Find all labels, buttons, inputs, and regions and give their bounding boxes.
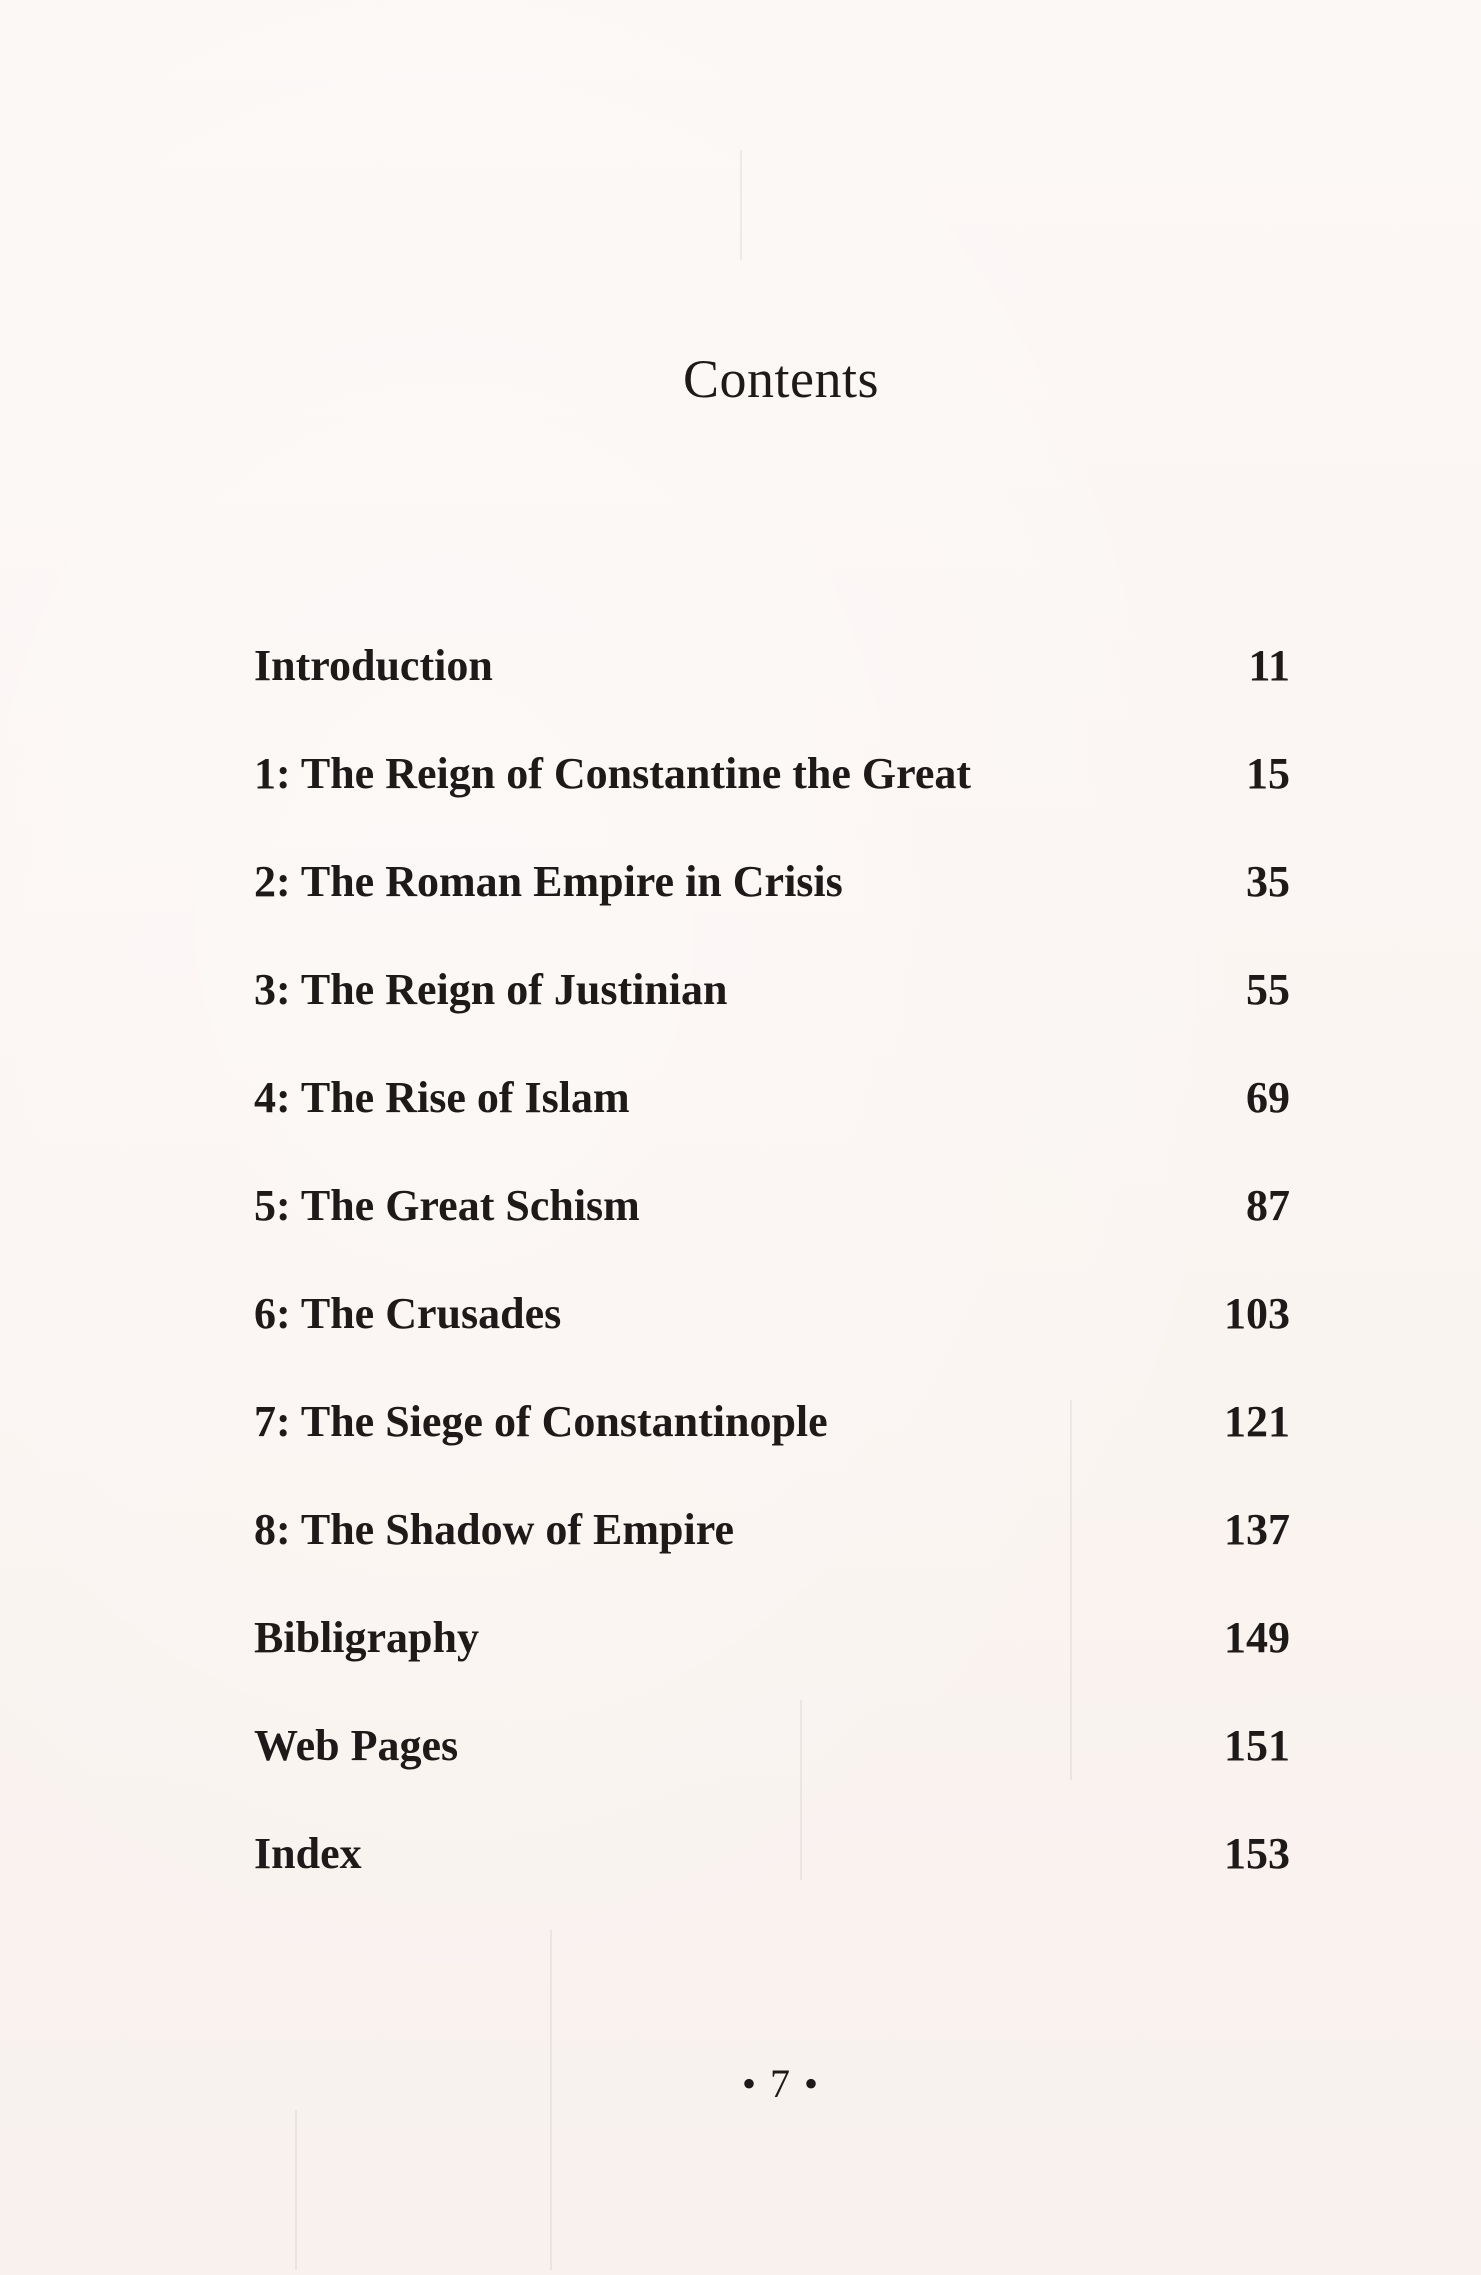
toc-entry-page-number: 153 (1224, 1829, 1290, 1878)
toc-entry-label: Introduction (254, 641, 493, 690)
toc-entry-page-number: 55 (1246, 965, 1290, 1014)
toc-entry-page-number: 137 (1224, 1505, 1290, 1554)
toc-entry-label: 2: The Roman Empire in Crisis (254, 857, 843, 906)
toc-entry-page-number: 35 (1246, 857, 1290, 906)
toc-entry-label: 1: The Reign of Constantine the Great (254, 749, 972, 798)
toc-entry[interactable] (254, 856, 1290, 964)
paper-scuff-mark (295, 2110, 297, 2270)
toc-entry[interactable] (254, 1720, 1290, 1828)
toc-entry-page-number: 103 (1224, 1289, 1290, 1338)
toc-entry-page-number: 69 (1246, 1073, 1290, 1122)
page-number: • 7 • (741, 2061, 820, 2106)
toc-entry-label: Bibligraphy (254, 1613, 479, 1662)
toc-entry-label: 7: The Siege of Constantinople (254, 1397, 828, 1446)
toc-entry[interactable] (254, 1612, 1290, 1720)
toc-entry[interactable] (254, 1288, 1290, 1396)
toc-entry[interactable] (254, 964, 1290, 1072)
toc-entry-page-number: 151 (1224, 1721, 1290, 1770)
page-title: Contents (682, 349, 879, 410)
toc-entry-page-number: 121 (1224, 1397, 1290, 1446)
toc-entry[interactable] (254, 640, 1290, 748)
toc-entry-page-number: 149 (1224, 1613, 1290, 1662)
toc-entry[interactable] (254, 1180, 1290, 1288)
toc-entry-page-number: 87 (1246, 1181, 1290, 1230)
paper-scuff-mark (740, 150, 742, 260)
toc-entry-page-number: 11 (1248, 641, 1290, 690)
toc-entry[interactable] (254, 748, 1290, 856)
toc-entry-label: 8: The Shadow of Empire (254, 1505, 735, 1554)
toc-entry[interactable] (254, 1828, 1290, 1936)
toc-entry[interactable] (254, 1072, 1290, 1180)
toc-entry-page-number: 15 (1246, 749, 1290, 798)
toc-entry[interactable] (254, 1396, 1290, 1504)
toc-entry-label: 4: The Rise of Islam (254, 1073, 630, 1122)
toc-entry-label: Web Pages (254, 1721, 459, 1770)
table-of-contents (254, 640, 1290, 1936)
toc-entry-label: 6: The Crusades (254, 1289, 562, 1338)
toc-entry-label: 3: The Reign of Justinian (254, 965, 728, 1014)
toc-entry-label: 5: The Great Schism (254, 1181, 640, 1230)
toc-entry[interactable] (254, 1504, 1290, 1612)
toc-entry-label: Index (254, 1829, 362, 1878)
